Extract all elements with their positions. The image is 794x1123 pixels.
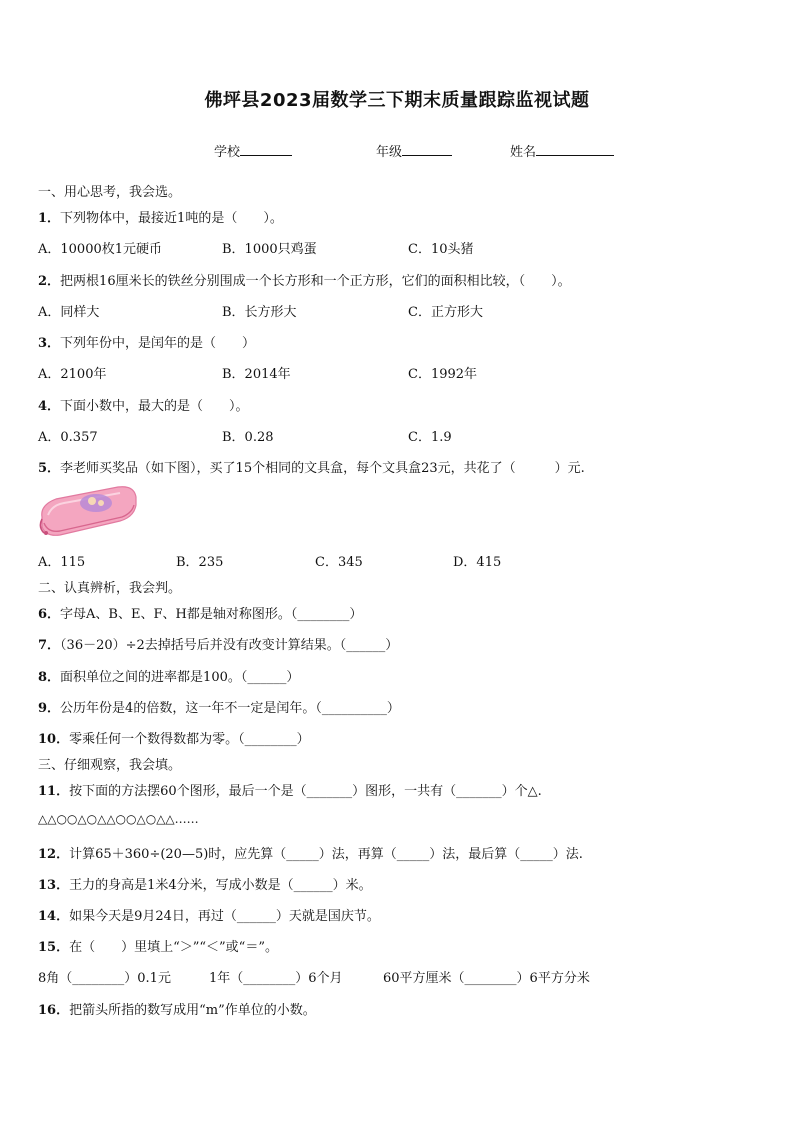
question-text: 下列年份中，是闰年的是（ ） <box>60 336 256 351</box>
question-number: 15． <box>38 940 70 955</box>
question-number: 12． <box>38 847 70 862</box>
q3-option-a[interactable]: A．2100年 <box>38 367 107 382</box>
question-4 <box>38 395 249 414</box>
question-5 <box>38 457 585 476</box>
question-text[interactable]: （36－20）÷2去掉括号后并没有改变计算结果。（______） <box>60 638 399 653</box>
question-number: 11． <box>38 784 70 799</box>
pencil-case-image <box>38 483 138 541</box>
section-3-heading: 三、仔细观察，我会填。 <box>38 758 182 773</box>
shape-pattern: △△○○△○△△○○△○△△…… <box>38 812 199 826</box>
school-label: 学校 <box>214 145 241 160</box>
question-number: 2． <box>38 274 61 289</box>
question-text: 把箭头所指的数写成用“m”作单位的小数。 <box>69 1003 316 1018</box>
q15-item-2[interactable]: 1年（________）6个月 <box>209 971 343 986</box>
question-number: 9． <box>38 701 61 716</box>
question-number: 4． <box>38 399 61 414</box>
question-text[interactable]: 公历年份是4的倍数，这一年不一定是闰年。（__________） <box>60 701 400 716</box>
q5-option-c[interactable]: C．345 <box>315 555 363 570</box>
school-blank[interactable] <box>240 143 292 156</box>
q4-option-b[interactable]: B．0.28 <box>222 430 274 445</box>
question-text[interactable]: 王力的身高是1米4分米，写成小数是（______）米。 <box>69 878 372 893</box>
grade-field[interactable] <box>376 141 452 160</box>
q15-item-1[interactable]: 8角（________）0.1元 <box>38 971 171 986</box>
question-number: 14． <box>38 909 70 924</box>
question-text[interactable]: 按下面的方法摆60个图形，最后一个是（_______）图形，一共有（_______）个△. <box>69 784 542 799</box>
question-text: 下面小数中，最大的是（ ）。 <box>60 399 249 414</box>
question-number: 13． <box>38 878 70 893</box>
grade-blank[interactable] <box>402 143 452 156</box>
question-14 <box>38 905 380 924</box>
question-6 <box>38 603 362 622</box>
q4-option-a[interactable]: A．0.357 <box>38 430 98 445</box>
question-text: 在（ ）里填上“＞”“＜”或“＝”。 <box>69 940 278 955</box>
q5-option-b[interactable]: B．235 <box>176 555 224 570</box>
question-13 <box>38 874 372 893</box>
question-text: 把两根16厘米长的铁丝分别围成一个长方形和一个正方形，它们的面积相比较，（ ）。 <box>60 274 571 289</box>
q1-option-c[interactable]: C．10头猪 <box>408 242 474 257</box>
q3-option-c[interactable]: C．1992年 <box>408 367 478 382</box>
question-11 <box>38 780 542 799</box>
question-number: 8． <box>38 670 61 685</box>
question-3 <box>38 332 255 351</box>
question-12 <box>38 843 583 862</box>
q4-option-c[interactable]: C．1.9 <box>408 430 452 445</box>
name-field[interactable] <box>510 141 614 160</box>
question-1 <box>38 207 283 226</box>
question-text[interactable]: 计算65＋360÷(20—5)时，应先算（_____）法，再算（_____）法，最后算（_____）法. <box>69 847 583 862</box>
question-number: 3． <box>38 336 61 351</box>
question-8 <box>38 666 299 685</box>
school-field[interactable] <box>214 141 292 160</box>
question-number: 7． <box>38 638 61 653</box>
question-number: 6． <box>38 607 61 622</box>
question-16 <box>38 999 316 1018</box>
question-9 <box>38 697 400 716</box>
question-number: 10． <box>38 732 70 747</box>
q2-option-c[interactable]: C．正方形大 <box>408 305 483 320</box>
q15-item-3[interactable]: 60平方厘米（________）6平方分米 <box>383 971 590 986</box>
section-2-heading: 二、认真辨析，我会判。 <box>38 581 182 596</box>
q1-option-a[interactable]: A．10000枚1元硬币 <box>38 242 163 257</box>
question-number: 16． <box>38 1003 70 1018</box>
grade-label: 年级 <box>376 145 403 160</box>
question-10 <box>38 728 310 747</box>
name-blank[interactable] <box>536 143 614 156</box>
question-text: 下列物体中，最接近1吨的是（ ）。 <box>60 211 283 226</box>
section-1-heading: 一、用心思考，我会选。 <box>38 185 182 200</box>
question-15 <box>38 936 278 955</box>
question-2 <box>38 270 571 289</box>
pencil-case-icon <box>40 487 136 536</box>
question-number: 1． <box>38 211 61 226</box>
name-label: 姓名 <box>510 145 537 160</box>
question-7 <box>38 634 398 653</box>
question-text[interactable]: 面积单位之间的进率都是100。（______） <box>60 670 300 685</box>
q1-option-b[interactable]: B．1000只鸡蛋 <box>222 242 317 257</box>
question-text[interactable]: 如果今天是9月24日，再过（______）天就是国庆节。 <box>69 909 380 924</box>
page-title: 佛坪县2023届数学三下期末质量跟踪监视试题 <box>204 90 590 111</box>
question-number: 5． <box>38 461 61 476</box>
q2-option-b[interactable]: B．长方形大 <box>222 305 297 320</box>
question-text[interactable]: 零乘任何一个数得数都为零。（________） <box>69 732 310 747</box>
q2-option-a[interactable]: A．同样大 <box>38 305 100 320</box>
question-text: 李老师买奖品（如下图），买了15个相同的文具盒，每个文具盒23元，共花了（ ）元. <box>60 461 585 476</box>
question-text[interactable]: 字母A、B、E、F、H都是轴对称图形。（________） <box>60 607 363 622</box>
q5-option-d[interactable]: D．415 <box>453 555 502 570</box>
q3-option-b[interactable]: B．2014年 <box>222 367 291 382</box>
q5-option-a[interactable]: A．115 <box>38 555 86 570</box>
